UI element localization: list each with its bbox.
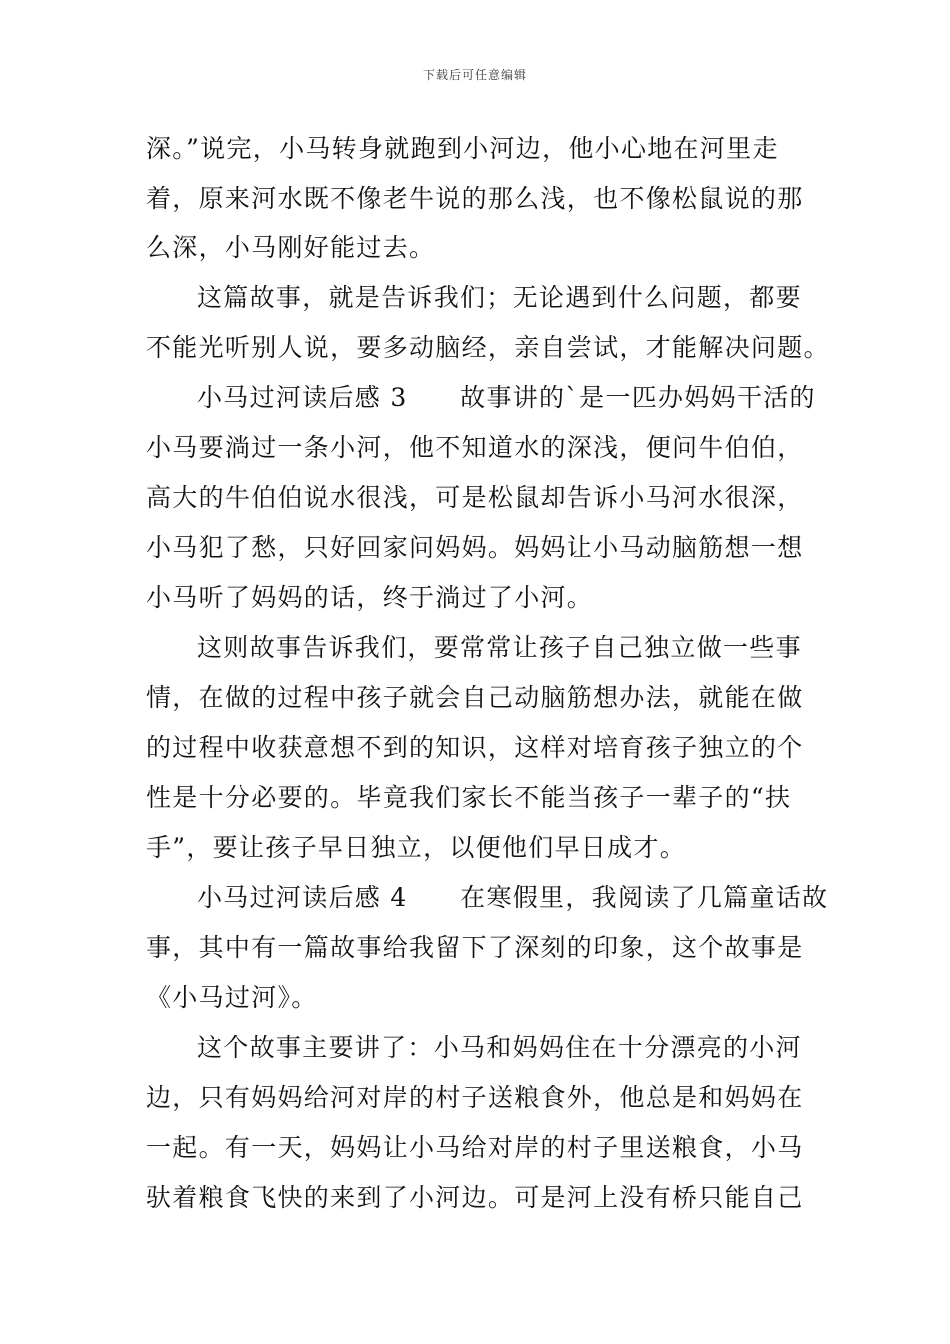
text-line: 着，原来河水既不像老牛说的那么浅，也不像松鼠说的那 xyxy=(146,184,804,213)
text-line: 小马要淌过一条小河，他不知道水的深浅，便问牛伯伯， xyxy=(146,433,804,462)
text-line: 小马听了妈妈的话，终于淌过了小河。 xyxy=(146,583,594,612)
text-line: 不能光听别人说，要多动脑经，亲自尝试，才能解决问题。 xyxy=(146,333,830,362)
text-line: 高大的牛伯伯说水很浅，可是松鼠却告诉小马河水很深， xyxy=(146,483,804,512)
text-line: 性是十分必要的。毕竟我们家长不能当孩子一辈子的“扶 xyxy=(146,783,792,812)
text-line: 驮着粮食飞快的来到了小河边。可是河上没有桥只能自己 xyxy=(146,1183,804,1212)
text-line: 情，在做的过程中孩子就会自己动脑筋想办法，就能在做 xyxy=(146,683,804,712)
page-header: 下载后可任意编辑 xyxy=(422,68,527,82)
text-line: 一起。有一天，妈妈让小马给对岸的村子里送粮食，小马 xyxy=(146,1133,804,1162)
text-line: 边，只有妈妈给河对岸的村子送粮食外，他总是和妈妈在 xyxy=(146,1083,804,1112)
section-heading-line: 小马过河读后感 4 在寒假里，我阅读了几篇童话故 xyxy=(197,883,829,912)
text-line: 么深，小马刚好能过去。 xyxy=(146,233,436,262)
text-line: 小马犯了愁，只好回家问妈妈。妈妈让小马动脑筋想一想 xyxy=(146,533,804,562)
section-heading-line: 小马过河读后感 3 故事讲的`是一匹办妈妈干活的 xyxy=(197,383,816,412)
text-line: 这篇故事，就是告诉我们；无论遇到什么问题，都要 xyxy=(197,283,802,312)
text-line: 的过程中收获意想不到的知识，这样对培育孩子独立的个 xyxy=(146,733,804,762)
text-line: 这个故事主要讲了：小马和妈妈住在十分漂亮的小河 xyxy=(197,1033,802,1062)
text-line: 手”，要让孩子早日独立，以便他们早日成才。 xyxy=(146,833,687,862)
text-line: 《小马过河》。 xyxy=(146,983,318,1012)
text-line: 这则故事告诉我们，要常常让孩子自己独立做一些事 xyxy=(197,633,802,662)
text-line: 事，其中有一篇故事给我留下了深刻的印象，这个故事是 xyxy=(146,933,804,962)
text-line: 深。”说完，小马转身就跑到小河边，他小心地在河里走 xyxy=(146,134,779,163)
